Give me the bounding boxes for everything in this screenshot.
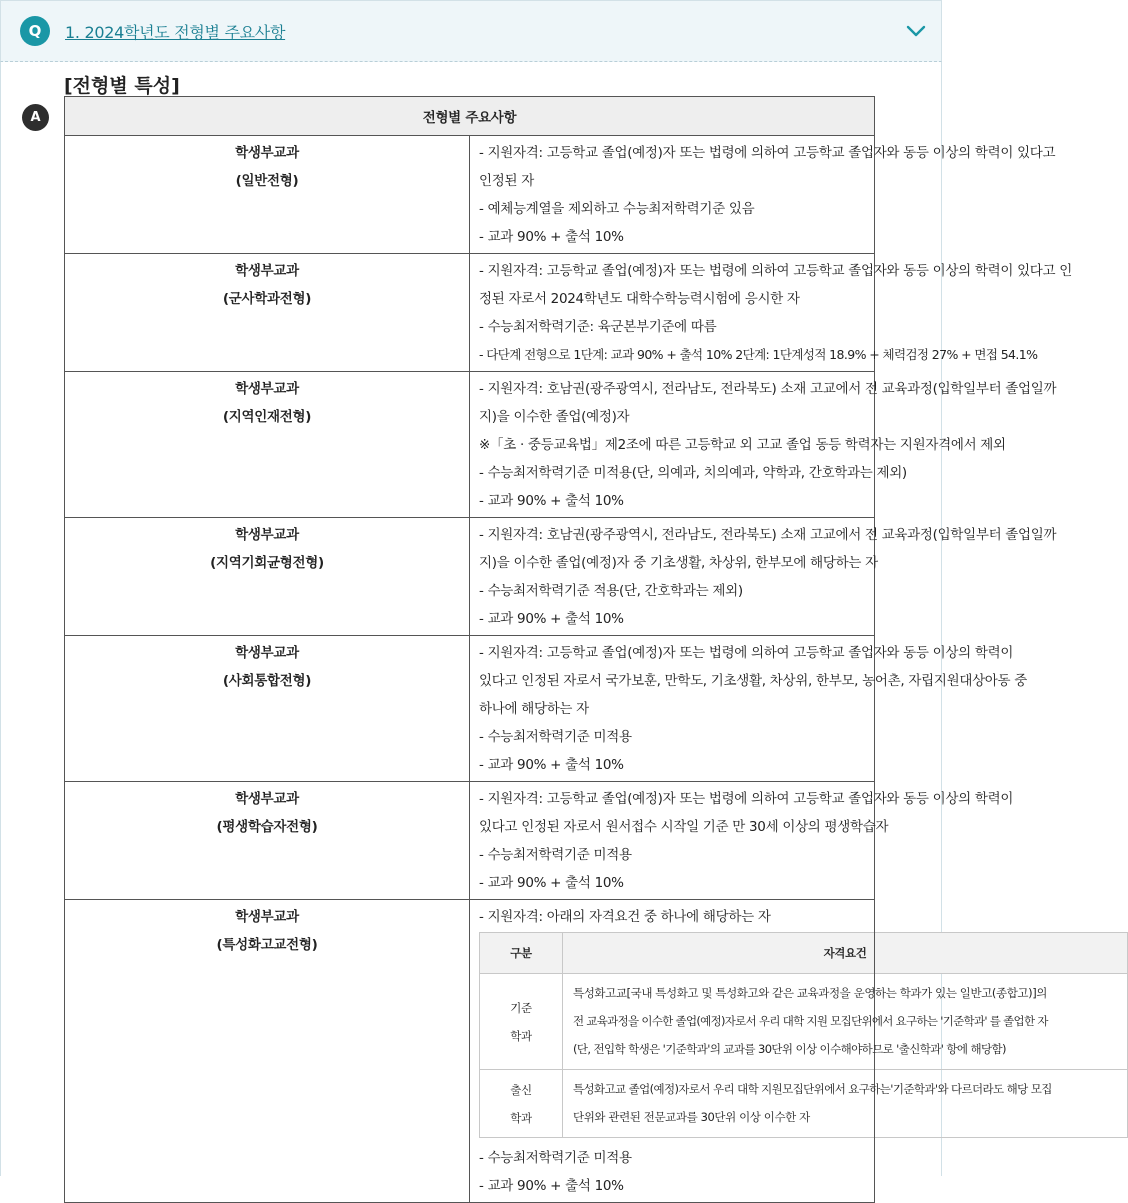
row-label: 학생부교과 (특성화고교전형) (65, 900, 470, 1203)
inner-row (480, 1070, 1128, 1138)
row-label: 학생부교과 (평생학습자전형) (65, 782, 470, 900)
inner-header-category: 구분 (480, 933, 563, 974)
qualification-table (479, 932, 1128, 1138)
table-row (65, 518, 875, 636)
table-row (65, 136, 875, 254)
chevron-down-icon[interactable] (905, 21, 927, 41)
question-header[interactable] (0, 0, 942, 62)
row-description: - 지원자격: 호남권(광주광역시, 전라남도, 전라북도) 소재 고교에서 전 교육과정(입학일부터 졸업일까 지)을 이수한 졸업(예정)자 중 기초생활, 차상위, 한부모에 해당하는 자 - 수능최저학력기준 적용(단, 간호학과는 제외) - 교과 90% + 출석 10% (470, 518, 875, 636)
table-row (65, 254, 875, 372)
row-description: - 지원자격: 고등학교 졸업(예정)자 또는 법령에 의하여 고등학교 졸업자와 동등 이상의 학력이 있다고 인정된 자로서 국가보훈, 만학도, 기초생활, 차상위, 한부모, 농어촌, 자립지원대상아동 중 하나에 해당하는 자 - 수능최저학력기준 미적용 - 교과 90% + 출석 10% (470, 636, 875, 782)
row-description: - 지원자격: 고등학교 졸업(예정)자 또는 법령에 의하여 고등학교 졸업자와 동등 이상의 학력이 있다고 인 정된 자로서 2024학년도 대학수학능력시험에 응시한 자 - 수능최저학력기준: 육군본부기준에 따름 - 다단계 전형으로 1단계: 교과 90% + 출석 10% 2단계: 1단계성적 18.9% + 체력검정 27% + 면접 54.1% (470, 254, 875, 372)
inner-row-text: 특성화고교 졸업(예정)자로서 우리 대학 지원모집단위에서 요구하는'기준학과'와 다르더라도 해당 모집 단위와 관련된 전문교과를 30단위 이상 이수한 자 (563, 1070, 1128, 1138)
row-label: 학생부교과 (지역인재전형) (65, 372, 470, 518)
table-header: 전형별 주요사항 (65, 97, 875, 136)
inner-header-requirements: 자격요건 (563, 933, 1128, 974)
section-title: [전형별 특성] (64, 75, 180, 97)
answer-badge: A (22, 104, 49, 131)
row-label: 학생부교과 (사회통합전형) (65, 636, 470, 782)
table-row (65, 900, 875, 1203)
row-description: - 지원자격: 고등학교 졸업(예정)자 또는 법령에 의하여 고등학교 졸업자와 동등 이상의 학력이 있다고 인정된 자 - 예체능계열을 제외하고 수능최저학력기준 있음 - 교과 90% + 출석 10% (470, 136, 875, 254)
row-description: - 지원자격: 호남권(광주광역시, 전라남도, 전라북도) 소재 고교에서 전 교육과정(입학일부터 졸업일까 지)을 이수한 졸업(예정)자 ※「초 · 중등교육법」제2조에 따른 고등학교 외 고교 졸업 동등 학력자는 지원자격에서 제외 - 수능최저학력기준 미적용(단, 의예과, 치의예과, 약학과, 간호학과는 제외) - 교과 90% + 출석 10% (470, 372, 875, 518)
row-label: 학생부교과 (지역기회균형전형) (65, 518, 470, 636)
table-row (65, 782, 875, 900)
inner-row-label: 기준 학과 (480, 974, 563, 1070)
inner-row-label: 출신 학과 (480, 1070, 563, 1138)
table-row (65, 372, 875, 518)
inner-row (480, 974, 1128, 1070)
table-row (65, 636, 875, 782)
inner-row-text: 특성화고교[국내 특성화고 및 특성화고와 같은 교육과정을 운영하는 학과가 있는 일반고(종합고)]의 전 교육과정을 이수한 졸업(예정)자로서 우리 대학 지원 모집단위에서 요구하는 '기준학과' 를 졸업한 자 (단, 전입학 학생은 '기준학과'의 교과를 30단위 이상 이수해야하므로 '출신학과' 항에 해당함) (563, 974, 1128, 1070)
row-description: - 지원자격: 아래의 자격요건 중 하나에 해당하는 자 구분 자격요건 기준 학과 특성화고교[국내 특성화고 및 특성화고와 같은 교육과정을 운영하는 학과가 있는 일반고(종합고)]의 전 교육과정을 이수한 졸업(예정)자로서 우리 대학 지원 모집단위에서 요구하는 '기준학과' 를 졸업한 자 (단, 전입학 학생은 '기준학과'의 교과를 30단위 이상 이수해야하므로 '출신학과' 항에 해당함) 출신 학과 특성화고교 졸업(예정)자로서 우리 대학 지원모집단위에서 요구하는'기준학과'와 다르더라도 해당 모집 단위와 관련된 전문교과를 30단위 이상 이수한 자 - 수능최저학력기준 미적용 - 교과 90% + 출석 10% (470, 900, 875, 1203)
question-title-link[interactable]: 1. 2024학년도 전형별 주요사항 (65, 23, 286, 42)
admission-table (64, 96, 1073, 1203)
row-description: - 지원자격: 고등학교 졸업(예정)자 또는 법령에 의하여 고등학교 졸업자와 동등 이상의 학력이 있다고 인정된 자로서 원서접수 시작일 기준 만 30세 이상의 평생학습자 - 수능최저학력기준 미적용 - 교과 90% + 출석 10% (470, 782, 875, 900)
row-label: 학생부교과 (일반전형) (65, 136, 470, 254)
row-label: 학생부교과 (군사학과전형) (65, 254, 470, 372)
question-badge: Q (20, 16, 50, 46)
